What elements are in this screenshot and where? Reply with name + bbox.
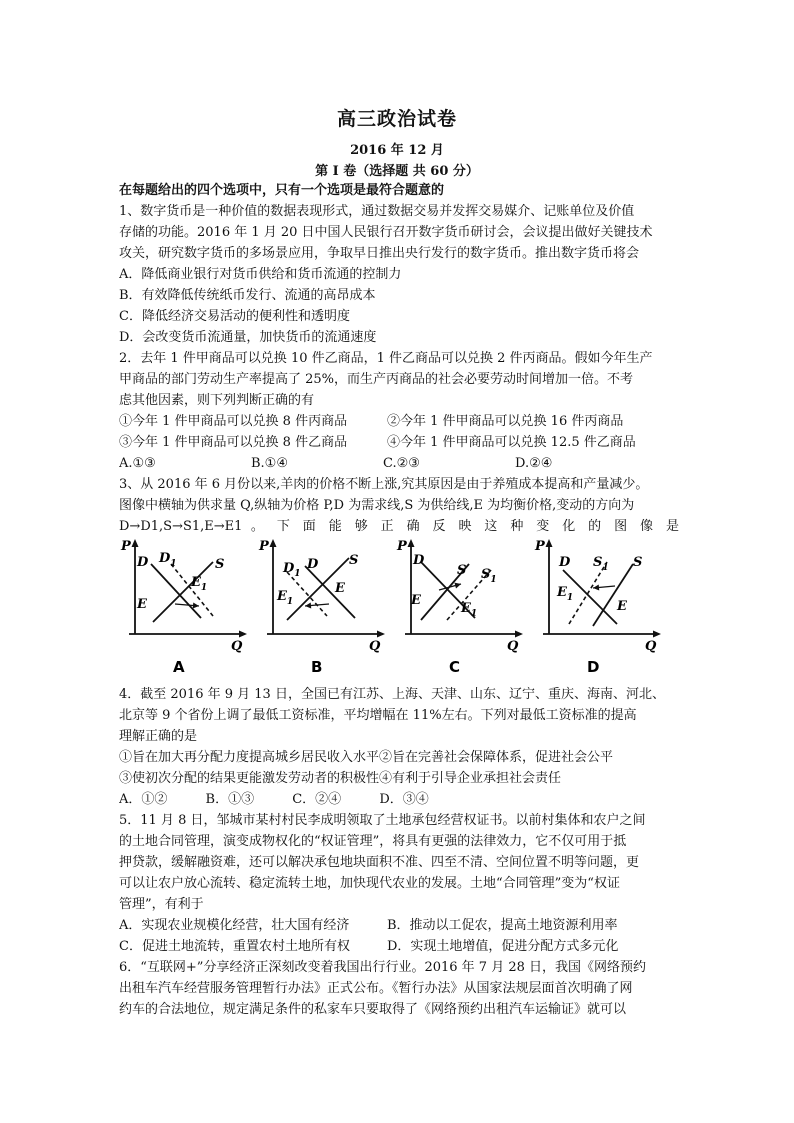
questions-part-2 xyxy=(119,684,679,1020)
page-title: 高三政治试卷 xyxy=(336,108,457,130)
q1-line: 攻关，研究数字货币的多场景应用，争取早日推出央行发行的数字货币。推出数字货币将会 xyxy=(119,246,640,261)
label-e: E xyxy=(411,593,421,608)
label-s: S xyxy=(349,553,359,568)
q5-option-b: B．推动以工促农，提高土地资源利用率 xyxy=(387,918,618,933)
section-heading: 第 I 卷（选择题 共 60 分） xyxy=(315,164,479,179)
q5-line: 5．11 月 8 日，邹城市某村村民李成明领取了土地承包经营权证书。以前村集体和农户之间 xyxy=(119,813,646,828)
q2-option-c: C.②③ xyxy=(383,456,420,471)
q1-line: 存储的功能。2016 年 1 月 20 日中国人民银行召开数字货币研讨会，会议提出做好关键技术 xyxy=(119,225,653,240)
q4-option-d: D．③④ xyxy=(379,792,429,807)
label-e1: $E_1$ xyxy=(191,575,208,593)
instruction: 在每题给出的四个选项中，只有一个选项是最符合题意的 xyxy=(119,183,445,198)
x-axis-arrow-icon xyxy=(239,631,247,638)
y-axis-arrow-icon xyxy=(408,539,415,547)
q1-option-d: D．会改变货币流通量，加快货币的流通速度 xyxy=(119,330,377,345)
demand-line xyxy=(305,566,355,618)
label-s: S xyxy=(633,555,643,570)
q3-line: D→D1,S→S1,E→E1 。 下 面 能 够 正 确 反 映 这 种 变 化 的 图 像 是 xyxy=(119,519,679,534)
graph-caption: B xyxy=(311,658,323,676)
q4-options xyxy=(119,789,679,810)
q5-line: 管理”，有利于 xyxy=(119,897,204,912)
graph-caption: D xyxy=(587,658,600,676)
label-d: D xyxy=(307,557,319,572)
q1-line: 1、数字货币是一种价值的数据表现形式，通过数据交易并发挥交易媒介、记账单位及价值 xyxy=(119,204,635,219)
q4-option-c: C．②④ xyxy=(292,792,342,807)
axis-label-q: Q xyxy=(369,639,381,654)
q5-option-c: C．促进土地流转，重置农村土地所有权 xyxy=(119,939,350,954)
q1-option-a: A．降低商业银行对货币供给和货币流通的控制力 xyxy=(119,267,402,282)
q2-statement-4: ④今年 1 件甲商品可以兑换 12.5 件乙商品 xyxy=(387,435,636,450)
q2-statement-2: ②今年 1 件甲商品可以兑换 16 件丙商品 xyxy=(387,414,624,429)
q4-line: 4．截至 2016 年 9 月 13 日，全国已有江苏、上海、天津、山东、辽宁、重庆、海南、河北、 xyxy=(119,687,665,702)
q6-line: 约车的合法地位，规定满足条件的私家车只要取得了《网络预约出租汽车运输证》就可以 xyxy=(119,1002,627,1017)
graph-b xyxy=(257,536,392,684)
graph-d xyxy=(533,536,668,684)
y-axis-arrow-icon xyxy=(270,539,277,547)
q4-line: 北京等 9 个省份上调了最低工资标准，平均增幅在 11%左右。下列对最低工资标准的提高 xyxy=(119,708,637,723)
label-d1: $D_1$ xyxy=(283,561,301,579)
q2-statement-row xyxy=(119,411,679,432)
q2-line: 甲商品的部门劳动生产率提高了 25%，而生产丙商品的社会必要劳动时间增加一倍。不考 xyxy=(119,372,634,387)
q5-line: 可以让农户放心流转、稳定流转土地，加快现代农业的发展。土地“合同管理”变为“权证 xyxy=(119,876,620,891)
axis-label-q: Q xyxy=(645,639,657,654)
axis-label-p: P xyxy=(121,539,131,554)
axis-label-p: P xyxy=(535,539,545,554)
q4-option-b: B．①③ xyxy=(205,792,255,807)
x-axis-arrow-icon xyxy=(653,631,661,638)
q4-option-a: A．①② xyxy=(119,792,168,807)
graph-c xyxy=(395,536,530,684)
label-e1: $E_1$ xyxy=(461,601,478,619)
q1-option-b: B．有效降低传统纸币发行、流通的高昂成本 xyxy=(119,288,376,303)
q2-line: 虑其他因素，则下列判断正确的有 xyxy=(119,393,315,408)
axis-label-p: P xyxy=(259,539,269,554)
arrow-head-icon xyxy=(593,584,599,590)
supply-line xyxy=(593,564,633,626)
q6-line: 出租车汽车经营服务管理暂行办法》正式公布。《暂行办法》从国家法规层面首次明确了网 xyxy=(119,981,633,996)
graph-a xyxy=(119,536,254,684)
label-s1: $S_1$ xyxy=(481,567,497,585)
arrow-head-icon xyxy=(454,583,461,589)
axis-label-q: Q xyxy=(507,639,519,654)
q4-line: 理解正确的是 xyxy=(119,729,198,744)
q2-option-a: A.①③ xyxy=(119,456,156,471)
questions-part-1 xyxy=(119,180,679,537)
q2-options xyxy=(119,453,679,474)
label-d: D xyxy=(559,555,571,570)
label-s1: $S_1$ xyxy=(593,555,609,573)
axis-label-q: Q xyxy=(231,639,243,654)
q3-graphs xyxy=(119,536,679,684)
q4-line: ③使初次分配的结果更能激发劳动者的积极性④有利于引导企业承担社会责任 xyxy=(119,771,562,786)
y-axis-arrow-icon xyxy=(132,539,139,547)
q2-line: 2．去年 1 件甲商品可以兑换 10 件乙商品，1 件乙商品可以兑换 2 件丙商品。假如今年生产 xyxy=(119,351,653,366)
label-e: E xyxy=(137,597,147,612)
q3-line: 图像中横轴为供求量 Q,纵轴为价格 P,D 为需求线,S 为供给线,E 为均衡价格,变动的方向为 xyxy=(119,498,635,513)
q5-option-d: D．实现土地增值，促进分配方式多元化 xyxy=(387,939,619,954)
exam-date: 2016 年 12 月 xyxy=(350,143,444,158)
x-axis-arrow-icon xyxy=(515,631,523,638)
q6-line: 6．“互联网+”分享经济正深刻改变着我国出行行业。2016 年 7 月 28 日，我国《网络预约 xyxy=(119,960,647,975)
demand-line-new xyxy=(287,572,327,616)
y-axis-arrow-icon xyxy=(546,539,553,547)
label-s: S xyxy=(457,563,467,578)
label-d1: $D_1$ xyxy=(159,551,177,569)
q2-statement-3: ③今年 1 件甲商品可以兑换 8 件乙商品 xyxy=(119,435,348,450)
label-d: D xyxy=(137,555,149,570)
arrow-head-icon xyxy=(305,603,311,609)
label-e: E xyxy=(335,581,345,596)
q5-line: 的土地合同管理，演变成物权化的“权证管理”，将具有更强的法律效力，它不仅可用于抵 xyxy=(119,834,627,849)
q1-option-c: C．降低经济交易活动的便利性和透明度 xyxy=(119,309,350,324)
label-e1: $E_1$ xyxy=(557,585,574,603)
q2-statement-row xyxy=(119,432,679,453)
graph-caption: A xyxy=(173,658,185,676)
x-axis-arrow-icon xyxy=(377,631,385,638)
label-d: D xyxy=(413,553,425,568)
label-s: S xyxy=(215,557,225,572)
q2-option-d: D.②④ xyxy=(515,456,553,471)
label-e1: $E_1$ xyxy=(277,589,294,607)
q4-line: ①旨在加大再分配力度提高城乡居民收入水平②旨在完善社会保障体系，促进社会公平 xyxy=(119,750,614,765)
q3-line: 3、从 2016 年 6 月份以来,羊肉的价格不断上涨,究其原因是由于养殖成本提高和产量减少。 xyxy=(119,477,649,492)
q5-option-row xyxy=(119,936,679,957)
arrow-head-icon xyxy=(193,603,199,609)
q2-option-b: B.①④ xyxy=(251,456,288,471)
q5-line: 押贷款，缓解融资难，还可以解决承包地块面积不准、四至不清、空间位置不明等问题，更 xyxy=(119,855,640,870)
graph-caption: C xyxy=(449,658,461,676)
label-e: E xyxy=(617,599,627,614)
q5-option-row xyxy=(119,915,679,936)
q2-statement-1: ①今年 1 件甲商品可以兑换 8 件丙商品 xyxy=(119,414,348,429)
q5-option-a: A．实现农业规模化经营，壮大国有经济 xyxy=(119,918,350,933)
axis-label-p: P xyxy=(397,539,407,554)
